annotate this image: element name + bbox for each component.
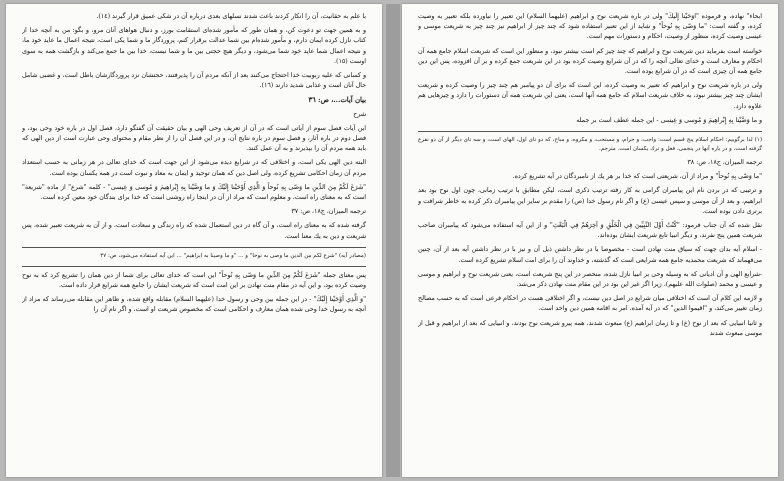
paragraph: "وَ الَّذِي أَوْحَيْنا إِلَيْكَ" - در اين جمله بين وحى و رسول خدا (عليهما السلام) مقابله واقع شده، و ظاهر اين مقابله مى‌رساند كه مراد از آنچه به رسول خدا وحى شده همان معارف و احكامى است كه مخصوص شريعت او است، و اگر نام آن را — [22, 296, 366, 314]
paragraph: پس معناى جمله "شَرَعَ لَكُمْ مِنَ الدِّينِ ما وَصّى بِهِ نُوحاً" اين است كه خداى تعالى براى شما از دين همان را تشريع كرد كه به نوح وصيت كرده بود، و اين آيه در مقام منت نهادن بر اين امت است كه شريعت ايشان را جامع همه شرايع قرار داده است. — [22, 271, 366, 290]
paragraph: و به همين جهت تو دعوت كن، و همان طور كه مأمور شده‌اى استقامت بورز، و دنبال هواهاى آنان مرو، و بگو: من به آنچه خدا از كتاب نازل كرده ايمان دارم، و مأمور شده‌ام بين شما عدالت برقرار كنم، پروردگار ما و شما يكى است، نتيجه اعمال ما عايد خود ما، و نتيجه اعمال شما عايد خود شما مى‌شود، و ديگر هيچ حجتى بين ما و شما نيست، خدا بين ما جمع مى‌كند و بازگشت همه به سوى اوست (١٥). — [22, 27, 366, 65]
page-reference: ترجمه الميزان، ج١٨، ص: ٣٧ — [291, 208, 366, 216]
page-reference: ترجمه الميزان، ج١٨، ص: ٣٨ — [687, 159, 762, 167]
paragraph: البته دين الهى يكى است، و اختلافى كه در شرايع ديده مى‌شود از اين جهت است كه خداى تعالى در هر زمانى به حسب استعداد مردم آن زمان احكامى تشريع كرده، ولى اصل دين كه همان توحيد و ايمان به معاد و نبوت است در همه يكسان بوده است. — [22, 159, 366, 177]
left-page-text — [22, 12, 366, 471]
paragraph: نقل شده كه آن جناب فرمود: "كُنْتُ أَوَّلَ النَّبِيِّينَ فِي الْخَلْقِ وَ آخِرَهُمْ فِي الْبَعْثِ" و از اين آيه استفاده مى‌شود كه پيامبران صاحب شريعت همين پنج نفرند، و ديگر انبيا تابع شريعت ايشان بوده‌اند. — [418, 222, 762, 240]
paragraph: خواسته است بفرمايد دين شريعت نوح و ابراهيم كه چند چيز كم است بيشتر نبود، و منظور اين است كه شريعت اسلام جامع همه آن احكام و معارف است و خداى تعالى آنچه را كه در آن شرايع وصيت كرده بود در اين شريعت جمع كرده و بر آن افزوده، پس اين دين جامع همه آن چيزى است كه در آن شرايع بوده است. — [418, 47, 762, 76]
paragraph: و ترتيبى كه در بردن نام اين پيامبران گرامى به كار رفته ترتيب ذكرى است، ليكن مطابق با ترتيب زمانى، چون اول نوح بود بعد ابراهيم، و بعد از آن موسى و سپس عيسى (ع) و اگر نام رسول خدا (ص) را مقدم بر ساير اين پيامبران ذكر كرده به خاطر شرافت و برترى دادن بوده است. — [418, 187, 762, 215]
right-page-text — [418, 12, 762, 471]
paragraph: و ثانيا انبيايى كه بعد از نوح (ع) و تا زمان ابراهيم (ع) مبعوث شدند، همه پيرو شريعت نوح بودند، و انبيايى كه بعد از ابراهيم و قبل از موسى مبعوث شدند — [418, 319, 762, 337]
paragraph: "شَرَعَ لَكُمْ مِنَ الدِّينِ ما وَصّى بِهِ نُوحاً وَ الَّذِي أَوْحَيْنا إِلَيْكَ وَ ما وَصَّيْنا بِهِ إِبْراهِيمَ وَ مُوسى وَ عِيسى" - كلمه "شرع" از ماده "شريعة" است كه به معناى راه است، و معلوم است كه مراد از آن در اينجا راه روشنى است كه خدا براى بندگان خود معين كرده است. — [22, 183, 366, 202]
paragraph: - اسلام آيه بدان جهت كه سياق منت نهادن است - مخصوصا با در نظر داشتن ذيل آن و نيز با در نظر داشتن آيه بعد از آن، چنين مى‌فهماند كه شريعت محمديه جامع همه شرايعى است كه گذشته، و خداوند آن را براى امت اسلام تشريع كرده است. — [418, 246, 762, 264]
book-gutter — [386, 4, 400, 477]
paragraph: و كسانى كه عليه ربوبيت خدا احتجاج مى‌كنند بعد از آنكه مردم آن را پذيرفتند، حجتشان نزد پروردگارشان باطل است، و غضبى شامل حال آنان است و عذابى شديد دارند (١٦). — [22, 72, 366, 90]
right-page — [402, 4, 778, 477]
section-label: شرح — [353, 110, 366, 118]
paragraph: -شرايع الهى و آن اديانى كه به وسيله وحى بر انبيا نازل شده، منحصر در اين پنج شريعت است، يعنى شريعت نوح و ابراهيم و موسى و عيسى و محمد (صلوات الله عليهم)، زيرا اگر غير اين بود در اين مقام منت نهادن ذكر مى‌شد. — [418, 270, 762, 289]
divider — [22, 247, 366, 248]
divider — [418, 131, 762, 132]
divider — [22, 266, 366, 267]
paragraph: ابحاء" نهاده، و فرموده "اوَحَيْنا إِلَيكَ" ولى در باره شريعت نوح و ابراهيم (عليهما السلام) اين تعبير را نياورده بلكه تعبير به وصيت كرده، و گفته است: "ما وَصّى بِهِ نُوحاً" و شايد از اين تعبير استفاده شود كه چند چيز از ابراهيم نيز چند چيز به شريعت موسى و عيسى وصيت كرده، منظور از وصيت، احكام و دستورات مهم است. — [418, 13, 762, 41]
paragraph: ولى در باره شريعت نوح و ابراهيم كه تعبير به وصيت كرده، اين است كه براى آن دو پيامبر هم چند چيز را وصيت كرده و شريعت ايشان چند چيز بيشتر نبود، به خلاف شريعت اسلام كه جامع همه آنها است، يعنى اين شريعت همه آن دستورات را دارد و چيزهايى هم علاوه دارد. — [418, 82, 762, 110]
paragraph: و ما وَصَّيْنا بِهِ إِبْراهِيمَ وَ مُوسى وَ عِيسى - اين جمله عطف است بر جمله — [576, 116, 762, 124]
paragraph: گرفته شده كه به معناى راه است، و آن گاه در دين استعمال شده كه راه زندگى و سعادت است، و از آن به شريعت تعبير شده، پس شريعت و دين به يك معنا است. — [22, 222, 366, 240]
section-heading: بيان آيات...، ص: ٣٦ — [308, 96, 366, 105]
footnote: (١) لذا برگوييم: احكام اسلام پنج قسم است: واجب، و حرام، و مستحب، و مكروه، و مباح، كه دو تاى اول، الهاى است، و سه تاى ديگر از آن دو تفرع گرفته است، و در باره آنها در پنجمى، فعل و ترك يكسان است. مترجم. — [418, 137, 762, 153]
paragraph: و لازمه اين كلام آن است كه اختلافى ميان شرايع در اصل دين نيست، و اگر اختلافى هست در احكام فرعى است كه به حسب مصالح زمان تغيير مى‌كند، و "اقيموا الدين" كه در آيه آمده، امر به اقامه همين دين واحد است. — [418, 295, 762, 313]
footnote: (مصادر آيه) "شرع لكم من الدين ما وصى به نوحا" و ... "و ما وصينا به ابراهيم" ... اين آيه استفاده مى‌شود، ص: ٣٧ — [100, 252, 366, 259]
paragraph: اين آيات فصل سوم از آياتى است كه در آن از تعريف وحى الهى و بيان حقيقت آن گفتگو دارد، فصل اول در باره خود وحى بود، و فصل دوم در باره آثار، و فصل سوم در باره نتايج آن، و در اين فصل آن را از نظر مقام و محتواى وحى عبارت است از دين الهى كه بايد همه مردم آن را بپذيرند و به آن عمل كنند. — [22, 124, 366, 153]
left-page — [6, 4, 382, 477]
paragraph: "ما وَصّى بِهِ نُوحاً" و مراد از آن، شريعتى است كه خدا بر هر يك از نامبردگان در آيه تشريع كرده. — [512, 173, 762, 181]
paragraph: با علم به حقانيت، آن را انكار كردند باعث شدند نسلهاى بعدى درباره آن در شكى عميق قرار گيرند (١٤). — [96, 13, 366, 20]
